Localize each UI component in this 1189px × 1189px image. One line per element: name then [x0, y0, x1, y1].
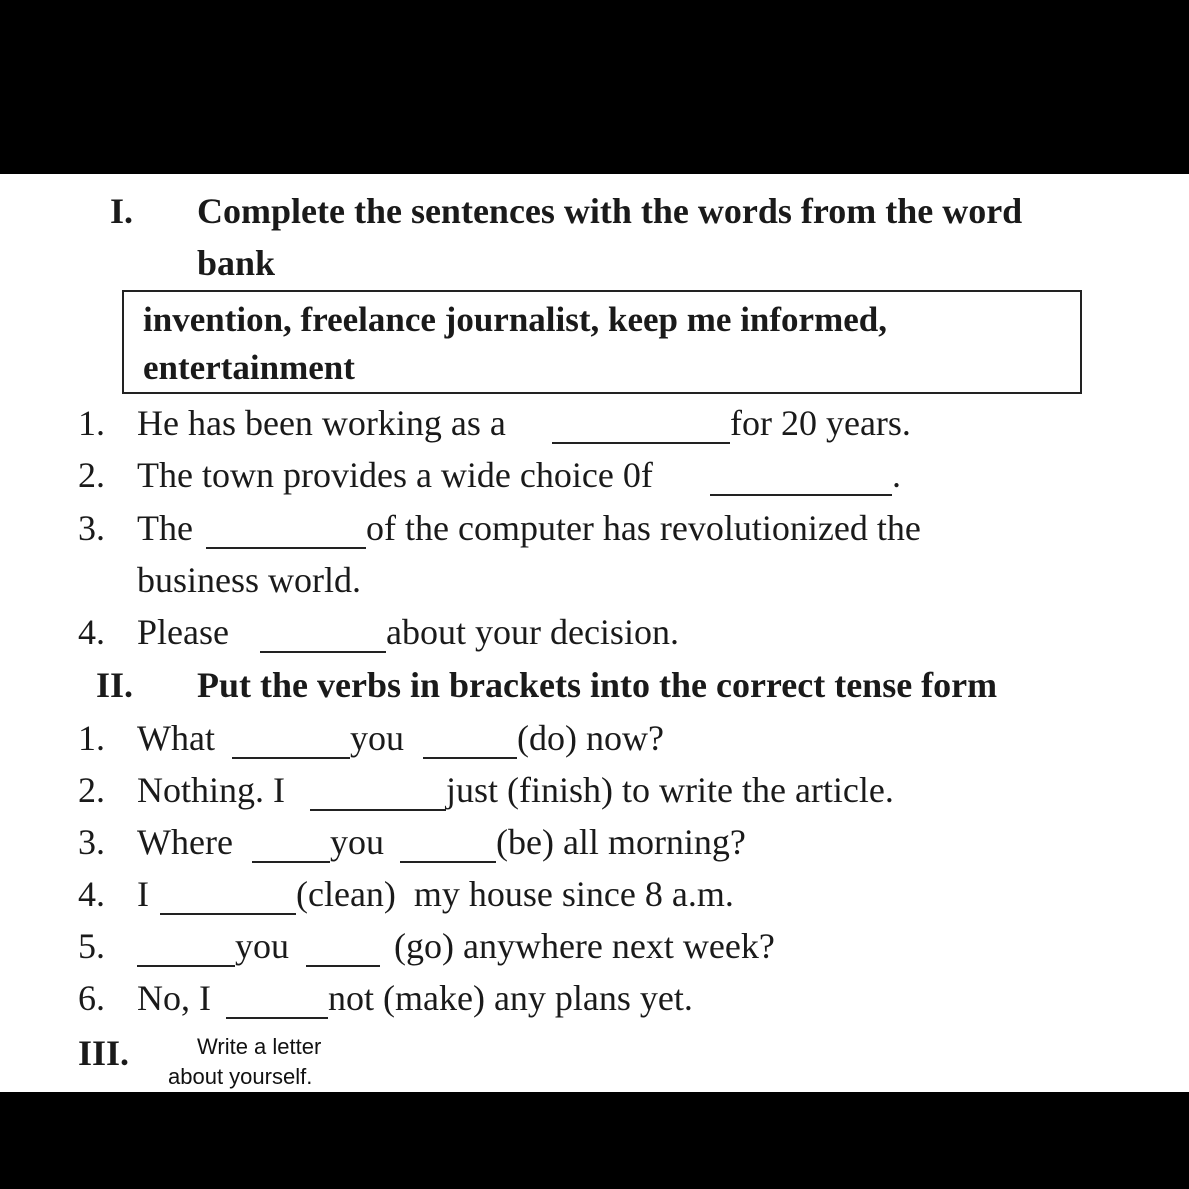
- item-text: Nothing. I: [137, 770, 285, 810]
- item-number: 3.: [78, 822, 105, 862]
- item-number: 2.: [78, 455, 105, 495]
- item-text-continued: business world.: [137, 560, 361, 600]
- item-text: .: [892, 455, 901, 495]
- section-1-number: I.: [110, 191, 134, 231]
- item-text: about your decision.: [386, 612, 679, 652]
- item-text: of the computer has revolutionized the: [366, 508, 921, 548]
- answer-blank[interactable]: [226, 991, 328, 1019]
- item-text: Please: [137, 612, 229, 652]
- section-1-title-line2: bank: [197, 243, 276, 283]
- item-number: 1.: [78, 718, 105, 758]
- item-number: 5.: [78, 926, 105, 966]
- item-text: you: [350, 718, 404, 758]
- item-text: He has been working as a: [137, 403, 506, 443]
- item-text: The: [137, 508, 193, 548]
- item-number: 6.: [78, 978, 105, 1018]
- item-text: (clean) my house since 8 a.m.: [296, 874, 734, 914]
- answer-blank[interactable]: [137, 939, 235, 967]
- answer-blank[interactable]: [160, 887, 296, 915]
- item-text: you: [330, 822, 384, 862]
- section-1-title-line1: Complete the sentences with the words from the word: [197, 191, 1023, 231]
- answer-blank[interactable]: [306, 939, 380, 967]
- item-text: you: [235, 926, 289, 966]
- section-2-title: Put the verbs in brackets into the correct tense form: [197, 665, 998, 705]
- section-3-text-line2: about yourself.: [168, 1064, 313, 1089]
- item-text: No, I: [137, 978, 211, 1018]
- answer-blank[interactable]: [260, 625, 386, 653]
- item-text: (be) all morning?: [496, 822, 746, 862]
- item-text: (go) anywhere next week?: [394, 926, 775, 966]
- answer-blank[interactable]: [252, 835, 330, 863]
- word-bank-line2: entertainment: [143, 348, 355, 387]
- answer-blank[interactable]: [310, 783, 446, 811]
- item-number: 1.: [78, 403, 105, 443]
- section-2-number: II.: [96, 665, 134, 705]
- section-3-text-line1: Write a letter: [197, 1034, 322, 1059]
- answer-blank[interactable]: [552, 416, 730, 444]
- section-3-number: III.: [78, 1033, 130, 1073]
- answer-blank[interactable]: [206, 521, 366, 549]
- item-text: Where: [137, 822, 233, 862]
- item-number: 4.: [78, 612, 105, 652]
- worksheet-page: [0, 174, 1189, 1092]
- word-bank-line1: invention, freelance journalist, keep me informed,: [143, 300, 887, 339]
- word-bank-box: [122, 290, 1082, 394]
- answer-blank[interactable]: [400, 835, 496, 863]
- item-text: (do) now?: [517, 718, 664, 758]
- answer-blank[interactable]: [423, 731, 517, 759]
- item-text: The town provides a wide choice 0f: [137, 455, 653, 495]
- item-number: 4.: [78, 874, 105, 914]
- answer-blank[interactable]: [232, 731, 350, 759]
- item-number: 2.: [78, 770, 105, 810]
- answer-blank[interactable]: [710, 468, 892, 496]
- item-text: for 20 years.: [730, 403, 911, 443]
- item-text: not (make) any plans yet.: [328, 978, 693, 1018]
- item-text: just (finish) to write the article.: [446, 770, 894, 810]
- item-number: 3.: [78, 508, 105, 548]
- item-text: I: [137, 874, 149, 914]
- item-text: What: [137, 718, 215, 758]
